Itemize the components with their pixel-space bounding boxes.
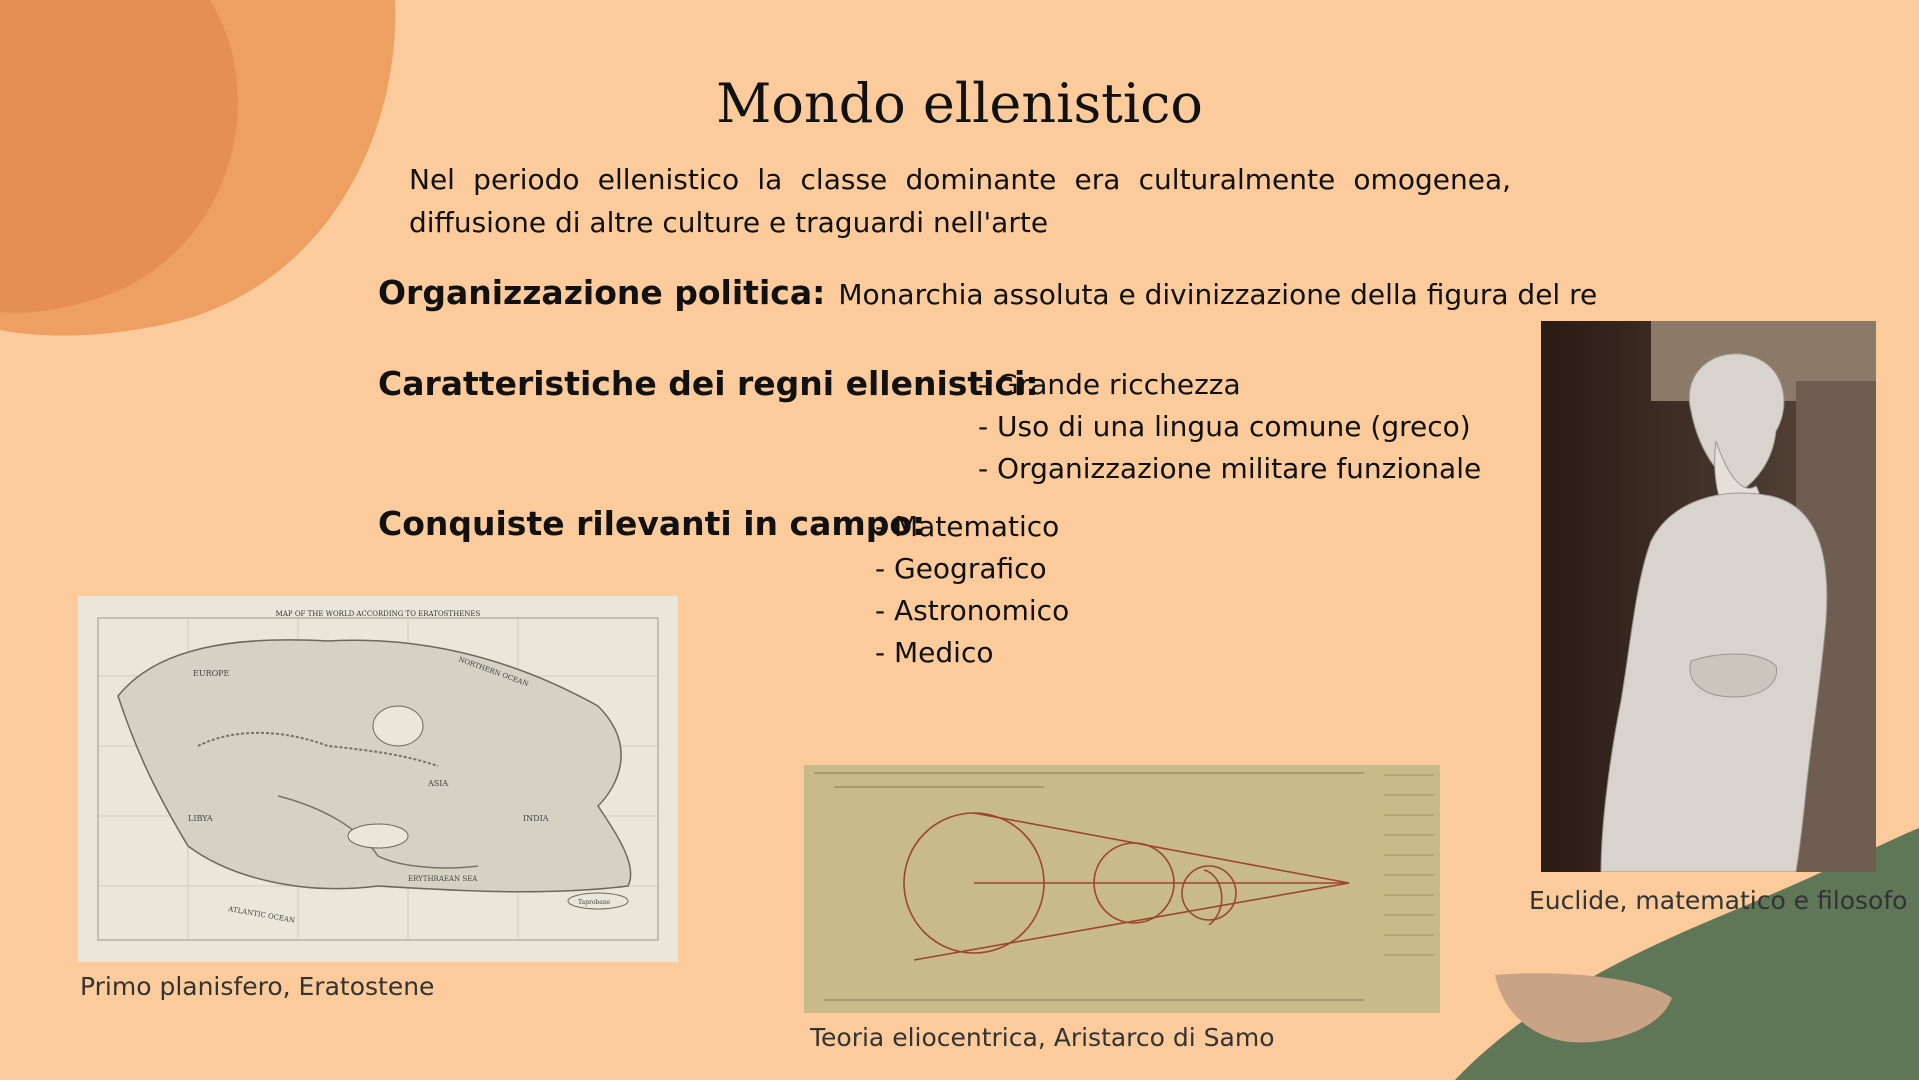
list-item: - Medico (875, 636, 994, 669)
conquiste-label: Conquiste rilevanti in campo: (378, 504, 926, 543)
list-item: - Uso di una lingua comune (greco) (978, 410, 1471, 443)
caratteristiche-list (978, 364, 1481, 490)
slide-title: Mondo ellenistico (716, 72, 1203, 135)
manuscript-caption: Teoria eliocentrica, Aristarco di Samo (810, 1023, 1275, 1052)
decorative-blob-tan (1490, 970, 1680, 1050)
map-region-label: ERYTHRAEAN SEA (408, 875, 478, 883)
list-item: - Grande ricchezza (978, 368, 1241, 401)
aristarchus-manuscript-image (804, 765, 1440, 1013)
intro-paragraph: Nel periodo ellenistico la classe dominante era culturalmente omogenea, diffusione di altre culture e traguardi nell'arte (409, 163, 1511, 239)
list-item: - Geografico (875, 552, 1047, 585)
list-item: - Matematico (875, 510, 1060, 543)
politica-label: Organizzazione politica: (378, 273, 826, 312)
map-ocean-label: NORTHERN OCEAN (457, 655, 530, 689)
map-region-label: EUROPE (193, 669, 230, 678)
caratteristiche-label: Caratteristiche dei regni ellenistici: (378, 364, 1039, 403)
map-region-label: INDIA (523, 814, 549, 823)
politica-value: Monarchia assoluta e divinizzazione della figura del re (838, 278, 1598, 311)
map-caption: Primo planisfero, Eratostene (80, 972, 435, 1001)
euclid-statue-image (1541, 321, 1876, 872)
decorative-blob-top-left (0, 0, 400, 340)
map-region-label: ATLANTIC OCEAN (227, 905, 296, 925)
list-item: - Organizzazione militare funzionale (978, 452, 1482, 485)
map-inner-title: MAP OF THE WORLD ACCORDING TO ERATOSTHENES (275, 610, 481, 618)
eratosthenes-map-image (78, 596, 678, 962)
list-item: - Astronomico (875, 594, 1070, 627)
map-region-label: Taprobane (578, 899, 611, 906)
map-region-label: ASIA (428, 779, 449, 788)
section-politica (378, 273, 1597, 312)
map-region-label: LIBYA (188, 814, 213, 823)
conquiste-list (875, 506, 1069, 674)
statue-caption: Euclide, matematico e filosofo (1529, 886, 1908, 915)
